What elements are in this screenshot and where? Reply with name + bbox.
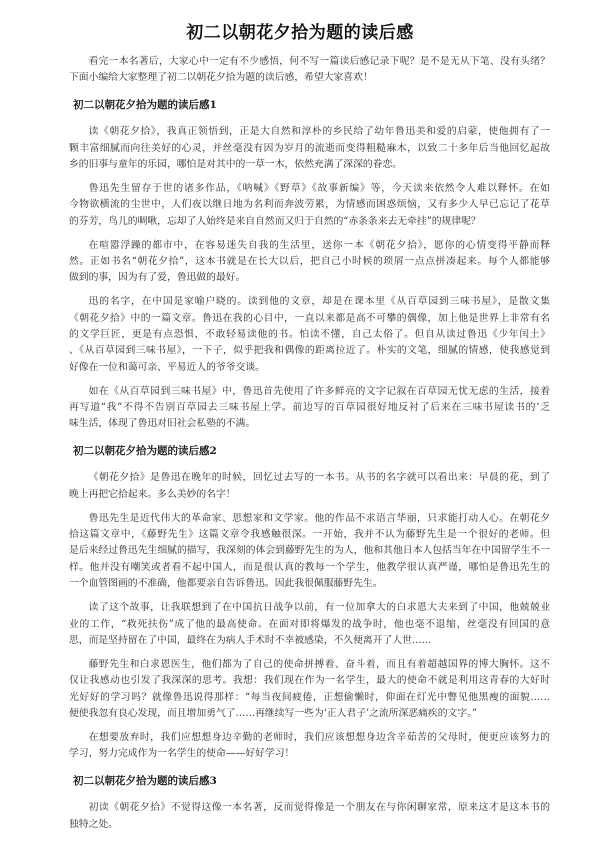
text-line: 好像在一位和蔼可亲、平易近人的爷爷交谈。 [69, 361, 265, 373]
text-line: 迅的名字，在中国是家喻户晓的。读到他的文章，却是在课本里《从百草园到三味书屋》，是散文集 [88, 296, 550, 308]
text-line: 《朝花夕拾》是鲁迅在晚年的时候，回忆过去写的一本书。从书的名字就可以看出来：早晨的花，到了 [88, 472, 550, 484]
text-line: 味生活，体现了鲁迅对旧社会私塾的不满。 [69, 418, 256, 430]
section-heading-2: 初二以朝花夕拾为题的读后感2 [73, 445, 217, 458]
text-line: 初读《朝花夕拾》不觉得这像一本名著，反而觉得像是一个朋友在与你闲聊家常，原来这才是这本书的 [88, 802, 550, 814]
text-line: 样。他并没有嘲笑或者看不起中国人，而是很认真的教每一个学生，他教学很认真严谨，哪怕是鲁迅先生的 [69, 561, 550, 573]
paragraph [69, 730, 550, 763]
text-line: 独特之处。 [69, 818, 118, 830]
text-line: 如在《从百草园到三味书屋》中，鲁迅首先使用了许多鲜亮的文字记叙在百草园无忧无虑的生活，接着 [88, 385, 550, 397]
text-line: 便使我忽有良心发现，而且增加勇气了……再继续写一些为‘正人君子’之流所深恶痛疾的文字。” [69, 707, 478, 719]
text-line: 在想要放弃时，我们应想想身边辛勤的老师时，我们应该想想身边含辛茹苦的父母时，便更应该努力的 [88, 731, 550, 743]
paragraph [69, 181, 550, 230]
text-line: 业的工作，“救死扶伤”成了他的最高使命。在面对即将爆发的战争时，他也毫不退缩，丝毫没有回国的意 [69, 618, 550, 630]
section-heading-3: 初二以朝花夕拾为题的读后感3 [73, 775, 217, 788]
paragraph [69, 384, 550, 433]
paragraph [69, 470, 550, 503]
text-line: 、《从百草园到三味书屋》，一下子，似乎把我和偶像的距离拉近了。朴实的文笔，细腻的情感，使我感觉到 [69, 345, 550, 357]
text-line: 拾这篇文章中，《藤野先生》这篇文章令我感触很深。一开始，我并不认为藤野先生是一个很好的老师。但 [69, 529, 550, 541]
text-line: 是后来经过鲁迅先生细腻的描写，我深刻的体会到藤野先生的为人，他和其他日本人包括当年在中国留学生不一 [69, 545, 550, 557]
text-line: 看完一本名著后，大家心中一定有不少感悟，何不写一篇读后感记录下呢？是不是无从下笔、没有头绪？ [88, 55, 550, 67]
text-line: 学习，努力完成作为一名学生的使命——好好学习！ [69, 748, 295, 760]
paragraph [69, 600, 550, 649]
document-title: 初二以朝花夕拾为题的读后感 [186, 23, 414, 43]
text-line: 藤野先生和白求恩医生，他们都为了自己的使命拼搏着、奋斗着，而且有着超越国界的博大胸怀。这不 [88, 658, 550, 670]
text-line: 今物欲横流的尘世中，人们夜以继日地为名利而奔波劳累，为情感而困惑烦恼，又有多少人早已忘记了花草 [69, 199, 550, 211]
text-line: 仅让我感动也引发了我深深的思考。我想：我们现在作为一名学生，最大的使命不就是利用这青春的大好时 [69, 675, 550, 687]
paragraph [69, 511, 550, 593]
text-line: 晚上再把它拾起来。多么美妙的名字！ [69, 488, 236, 500]
paragraph [69, 657, 550, 723]
paragraph [69, 238, 550, 287]
text-line: 鲁迅先生留存于世的诸多作品，《呐喊》《野草》《故事新编》等，今天读来依然令人难以释怀。在如 [88, 182, 550, 194]
text-line: 颗丰富细腻而向往美好的心灵，并丝毫没有因为岁月的流逝而变得粗糙麻木，以致二十多年后当他回忆起故 [69, 142, 550, 154]
intro-paragraph [69, 54, 550, 87]
text-line: 读了这个故事，让我联想到了在中国抗日战争以前，有一位加拿大的白求恩大夫来到了中国，他兢兢业 [88, 602, 550, 614]
text-line: 在喧嚣浮躁的都市中，在容易迷失自我的生活里，送你一本《朝花夕拾》，愿你的心情变得平静而释 [88, 239, 550, 251]
document-body [69, 54, 550, 833]
text-line: 下面小编给大家整理了初二以朝花夕拾为题的读后感，希望大家喜欢！ [69, 72, 373, 84]
text-line: 的文学巨匠，更是有点恐惧，不敢轻易读他的书。怕读不懂，自己太俗了。但自从读过鲁迅《少年闰土》 [69, 328, 550, 340]
paragraph [69, 124, 550, 173]
text-line: 再写道“我”不得不告别百草园去三味书屋上学。前边写的百草园很好地反衬了后来在三味书屋读书的‘乏 [69, 402, 550, 414]
paragraph [69, 800, 550, 833]
text-line: 一个血管图画的不准确，他都要亲自告诉鲁迅。因此我很佩服藤野先生。 [69, 578, 383, 590]
text-line: 乡的旧事与童年的乐园，哪怕是对其中的一草一木，依然充满了深深的眷恋。 [69, 158, 403, 170]
text-line: 读《朝花夕拾》，我真正领悟到，正是大自然和淳朴的乡民给了幼年鲁迅美和爱的启蒙，使他拥有了一 [88, 126, 550, 138]
section-heading-1: 初二以朝花夕拾为题的读后感1 [73, 99, 217, 112]
text-line: 《朝花夕拾》中的一篇文章。鲁迅在我的心目中，一直以来都是高不可攀的偶像，加上他是世界上非常有名 [69, 312, 550, 324]
paragraph [69, 294, 550, 376]
text-line: 思，而是坚持留在了中国，最终在为病人手术时不幸被感染，不久便离开了人世…… [69, 634, 432, 646]
text-line: 的芬芳，鸟儿的啁啾，忘却了人始终是来自自然而又归于自然的“赤条条来去无牵挂”的规律呢？ [69, 215, 481, 227]
text-line: 做到的事，因为有了爱，鲁迅做的最好。 [69, 272, 246, 284]
text-line: 鲁迅先生是近代伟大的革命家、思想家和文学家。他的作品不求语言华丽，只求能打动人心。在朝花夕 [88, 512, 550, 524]
text-line: 光好好的学习吗？就像鲁迅说得那样：“每当夜间疲倦，正想偷懒时，仰面在灯光中瞥见他黑瘦的面貌…… [69, 691, 550, 703]
text-line: 然。正如书名“朝花夕拾”，这本书就是在长大以后，把自己小时候的琐屑一点点拼凑起来。每个人都能够 [69, 255, 550, 267]
